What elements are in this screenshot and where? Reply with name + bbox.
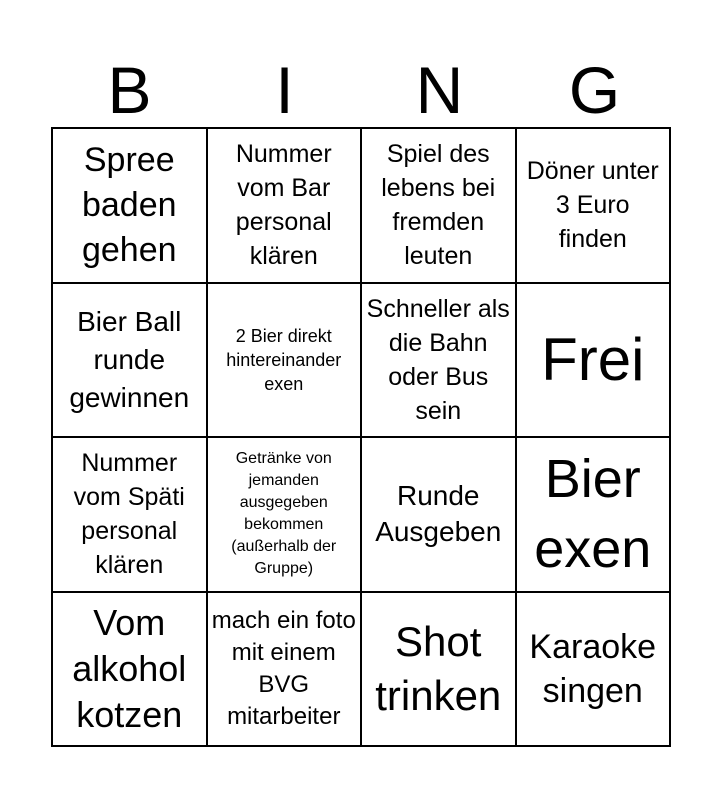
bingo-cell[interactable] bbox=[207, 437, 362, 592]
bingo-cell-text: Spree baden gehen bbox=[81, 140, 177, 269]
bingo-cell-text: Vom alkohol kotzen bbox=[72, 601, 187, 735]
bingo-cell-text: Döner unter 3 Euro finden bbox=[526, 157, 659, 254]
bingo-cell[interactable] bbox=[207, 592, 362, 747]
bingo-cell-text: Spiel des lebens bei fremden leuten bbox=[381, 140, 496, 271]
header-letter-i: I bbox=[275, 53, 294, 127]
bingo-cell-text: 2 Bier direkt hintereinander exen bbox=[226, 325, 342, 394]
bingo-cell[interactable] bbox=[52, 128, 207, 283]
header-letter-g: G bbox=[568, 53, 621, 127]
bingo-cell[interactable] bbox=[207, 283, 362, 438]
bingo-cell[interactable] bbox=[361, 128, 516, 283]
bingo-cell-free[interactable] bbox=[516, 283, 671, 438]
free-space-text: Frei bbox=[541, 325, 645, 393]
bingo-cell-text: Schneller als die Bahn oder Bus sein bbox=[366, 294, 510, 425]
bingo-cell-text: Getränke von jemanden ausgegeben bekommen (außerhalb der Gruppe) bbox=[231, 450, 337, 578]
bingo-cell-text: Bier Ball runde gewinnen bbox=[69, 305, 190, 413]
bingo-cell[interactable] bbox=[52, 283, 207, 438]
bingo-cell[interactable] bbox=[361, 592, 516, 747]
bingo-cell[interactable] bbox=[516, 592, 671, 747]
bingo-cell-text: Shot trinken bbox=[375, 617, 502, 719]
bingo-cell-text: Karaoke singen bbox=[529, 627, 657, 710]
bingo-cell-text: mach ein foto mit einem BVG mitarbeiter bbox=[211, 606, 356, 730]
header-letter-b: B bbox=[107, 53, 152, 127]
header-letter-n: N bbox=[415, 53, 464, 127]
bingo-cell[interactable] bbox=[516, 437, 671, 592]
bingo-cell[interactable] bbox=[361, 283, 516, 438]
bingo-cell[interactable] bbox=[52, 592, 207, 747]
bingo-header bbox=[52, 50, 672, 130]
bingo-cell-text: Bier exen bbox=[534, 449, 652, 580]
bingo-cell-text: Nummer vom Bar personal klären bbox=[235, 140, 332, 271]
bingo-cell[interactable] bbox=[207, 128, 362, 283]
bingo-cell[interactable] bbox=[361, 437, 516, 592]
bingo-cell[interactable] bbox=[516, 128, 671, 283]
bingo-cell-text: Nummer vom Späti personal klären bbox=[73, 449, 185, 580]
bingo-board bbox=[51, 127, 671, 747]
bingo-cell-text: Runde Ausgeben bbox=[375, 480, 502, 548]
bingo-cell[interactable] bbox=[52, 437, 207, 592]
